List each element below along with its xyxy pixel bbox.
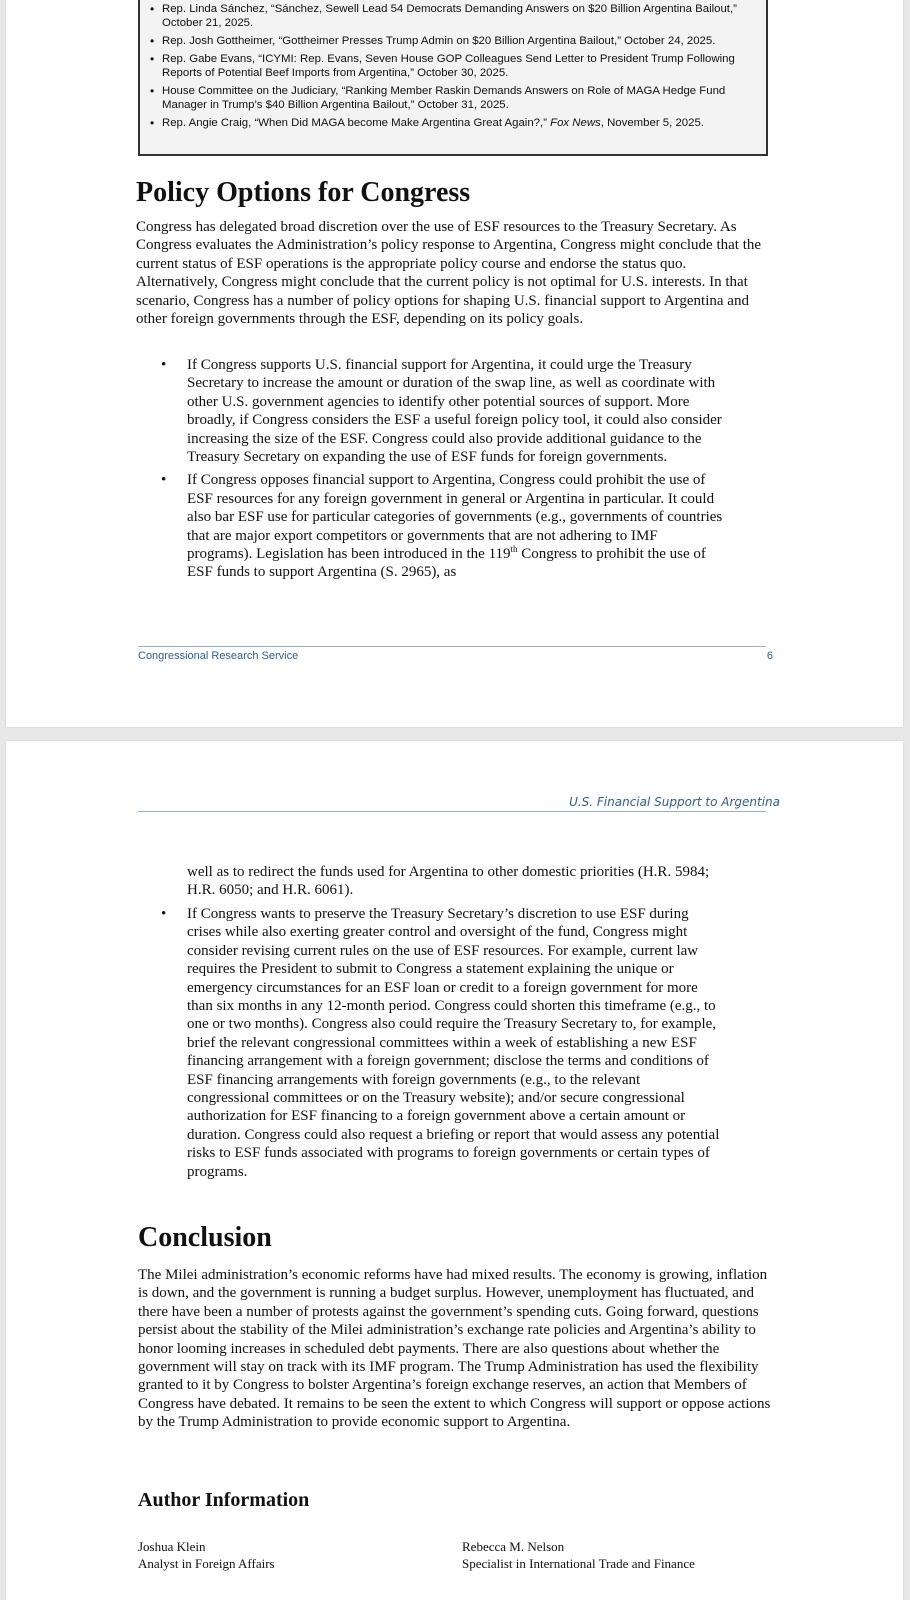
author-name: Joshua Klein — [138, 1539, 206, 1554]
list-item — [161, 905, 723, 1181]
source-item: • Rep. Gabe Evans, “ICYMI: Rep. Evans, Seven House GOP Colleagues Send Letter to President Trump Following Reports of Potential Beef Imports from Argentina,” October 30, 2025. — [150, 52, 756, 80]
author-block — [138, 1538, 275, 1572]
sources-list — [150, 2, 756, 130]
policy-options-list — [161, 356, 723, 587]
policy-options-list-continued — [161, 905, 723, 1186]
footer-rule — [138, 646, 766, 647]
author-title: Specialist in International Trade and Finance — [462, 1556, 695, 1571]
sources-box — [138, 0, 768, 156]
bullet-icon: • — [161, 472, 167, 489]
source-item — [150, 116, 756, 130]
policy-option-support: If Congress supports U.S. financial support for Argentina, it could urge the Treasury Secretary to increase the amount or duration of the swap line, as well as coordinate with other U.S. government agencies to identify other potential sources of support. More broadly, if Congress considers the ESF a useful foreign policy tool, it could also consider increasing the size of the ESF. Congress could also provide additional guidance to the Treasury Secretary on expanding the use of ESF funds for foreign governments. — [187, 357, 722, 466]
policy-intro-paragraph: Congress has delegated broad discretion over the use of ESF resources to the Treasury Secretary. As Congress evaluates the Administration’s policy response to Argentina, Congress might conclude that the current status of ESF operations is the appropriate policy course and endorse the status quo. Alternatively, Congress might conclude that the current policy is not optimal for U.S. interests. In that scenario, Congress has a number of policy options for shaping U.S. financial support to Argentina and other foreign governments through the ESF, depending on its policy goals. — [136, 219, 762, 328]
running-header-title: U.S. Financial Support to Argentina — [569, 795, 780, 809]
source-text: Rep. Angie Craig, “When Did MAGA become Make Argentina Great Again?,” — [162, 117, 551, 129]
conclusion-paragraph: The Milei administration’s economic reforms have had mixed results. The economy is growing, inflation is down, and the government is running a budget surplus. However, unemployment has fluctuated, and there have been a number of protests against the government’s spending cuts. Going forward, questions persist about the stability of the Milei administration’s exchange rate policies and Argentina’s ability to honor looming increases in scheduled debt payments. There are also questions about whether the government will stay on track with its IMF program. The Trump Administration has used the flexibility granted to it by Congress to bolster Argentina’s foreign exchange reserves, an action that Members of Congress have debated. It remains to be seen the extent to which Congress will support or oppose actions by the Trump Administration to provide economic support to Argentina. — [138, 1267, 771, 1431]
document-page-6 — [6, 0, 903, 727]
list-item — [161, 356, 723, 466]
policy-option-oversight: If Congress wants to preserve the Treasury Secretary’s discretion to use ESF during crises while also exerting greater control and oversight of the fund, Congress might consider revising current rules on the use of ESF resources. For example, current law requires the President to submit to Congress a statement explaining the unique or emergency circumstances for an ESF loan or credit to a foreign government for more than six months in any 12-month period. Congress could shorten this timeframe (e.g., to one or two months). Congress also could require the Treasury Secretary to, for example, brief the relevant congressional committees within a week of establishing a new ESF financing arrangement with a foreign government; disclose the terms and conditions of ESF financing arrangements with foreign governments (e.g., to the relevant congressional committees or on the Treasury website); and/or secure congressional authorization for ESF financing to a foreign government above a certain amount or duration. Congress could also request a briefing or report that would assess any potential risks to ESF funds associated with programs to foreign governments or certain types of programs. — [187, 906, 720, 1180]
section-heading-conclusion: Conclusion — [138, 1222, 272, 1253]
author-block — [462, 1538, 695, 1572]
policy-option-oppose: If Congress opposes financial support to Argentina, Congress could prohibit the use of ESF resources for any foreign government in general or Argentina in particular. It could also bar ESF use for particular categories of governments (e.g., governments of countries that are major export competitors or governments that are not adhering to IMF programs). Legislation has been introduced in the 119 — [187, 472, 723, 563]
source-text: , November 5, 2025. — [600, 117, 704, 129]
section-heading-policy-options: Policy Options for Congress — [136, 177, 471, 208]
source-item: • Rep. Josh Gottheimer, “Gottheimer Presses Trump Admin on $20 Billion Argentina Bailout,” October 24, 2025. — [150, 34, 756, 48]
author-name: Rebecca M. Nelson — [462, 1539, 565, 1554]
footer-org: Congressional Research Service — [138, 650, 299, 662]
list-item — [161, 471, 723, 581]
source-item: • Rep. Linda Sánchez, “Sánchez, Sewell Lead 54 Democrats Demanding Answers on $20 Billion Argentina Bailout,” October 21, 2025. — [150, 2, 756, 30]
ordinal-suffix: th — [510, 544, 518, 555]
policy-option-oppose-cont: Congress to prohibit the use of ESF funds to support Argentina (S. 2965), as — [187, 546, 706, 581]
footer-page-number: 6 — [766, 650, 773, 662]
header-rule — [138, 811, 766, 812]
source-item: • House Committee on the Judiciary, “Ranking Member Raskin Demands Answers on Role of MAGA Hedge Fund Manager in Trump’s $40 Billion Argentina Bailout,” October 31, 2025. — [150, 84, 756, 112]
bullet-icon: • — [161, 906, 167, 922]
bullet-icon: • — [161, 357, 167, 373]
policy-option-oppose-continued: well as to redirect the funds used for Argentina to other domestic priorities (H.R. 5984; H.R. 6050; and H.R. 6061). — [187, 864, 710, 899]
source-publication: Fox News — [550, 117, 601, 129]
author-information-heading: Author Information — [138, 1489, 310, 1511]
author-title: Analyst in Foreign Affairs — [138, 1556, 275, 1571]
